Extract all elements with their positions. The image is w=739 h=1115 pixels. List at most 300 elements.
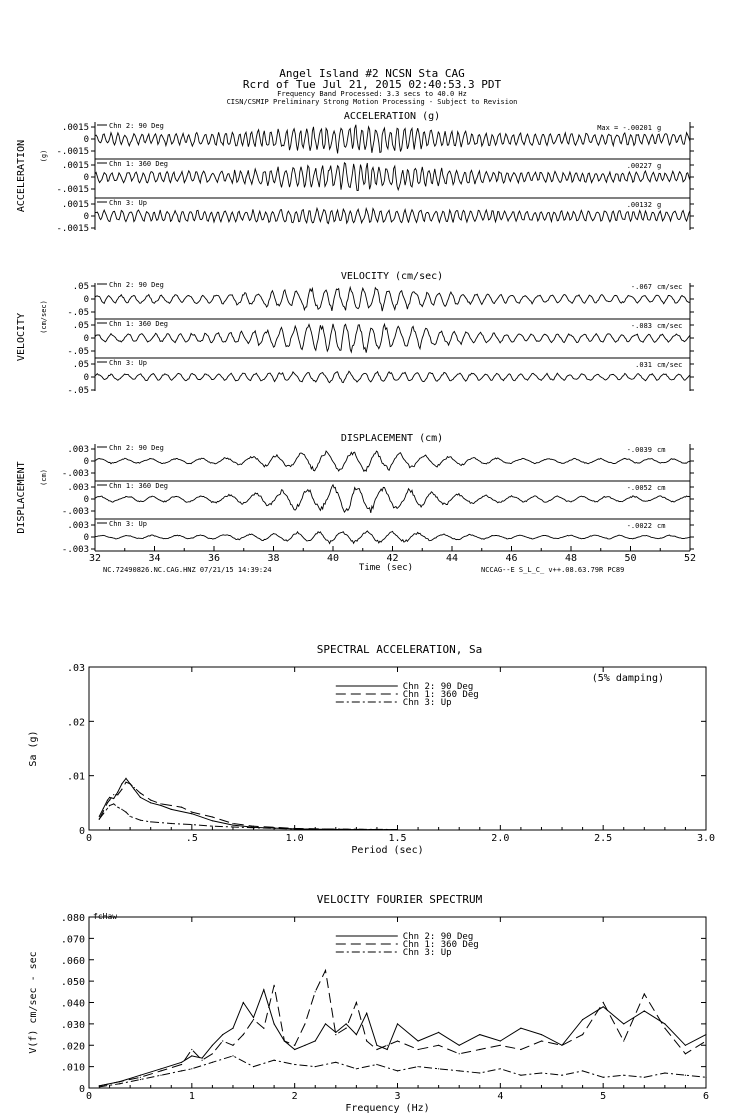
channel-name: Chn 1: 360 Deg <box>109 160 169 168</box>
processing-note: CISN/CSMIP Preliminary Strong Motion Processing - Subject to Revision <box>226 98 518 106</box>
series-point <box>243 1034 244 1035</box>
series-group-1 <box>16 271 694 396</box>
channel-max-value <box>627 201 652 209</box>
series-point <box>479 1034 480 1035</box>
series-point <box>541 1034 542 1035</box>
series-point <box>103 813 104 814</box>
channel-row <box>56 159 694 195</box>
series-line-2 <box>99 804 397 830</box>
y-tick-label: .010 <box>60 1062 85 1074</box>
time-tick-label: 44 <box>445 553 459 564</box>
series-point <box>181 1070 182 1071</box>
y-tick-label: 0 <box>83 373 89 383</box>
series-point <box>181 1062 182 1063</box>
series-point <box>541 1072 542 1073</box>
y-tick-label: -.05 <box>67 308 89 318</box>
series-point <box>202 1060 203 1061</box>
series-point <box>103 810 104 811</box>
group-title: VELOCITY (cm/sec) <box>340 271 444 282</box>
series-point <box>366 1013 367 1014</box>
time-axis-label: Time (sec) <box>358 563 414 573</box>
series-point <box>134 789 135 790</box>
series-point <box>263 989 264 990</box>
footer-left: NC.72490826.NC.CAG.HNZ 07/21/15 14:39:24 <box>103 566 272 574</box>
series-point <box>103 808 104 809</box>
series-point <box>582 1034 583 1035</box>
series-point <box>376 1049 377 1050</box>
series-point <box>438 1045 439 1046</box>
series-point <box>284 1040 285 1041</box>
channel-row <box>56 198 694 234</box>
series-point <box>232 1055 233 1056</box>
series-point <box>232 1028 233 1029</box>
series-point <box>117 791 118 792</box>
x-tick-label: 2.5 <box>594 833 613 844</box>
series-point <box>685 1053 686 1054</box>
series-point <box>397 1070 398 1071</box>
channel-trace <box>95 163 690 191</box>
series-point <box>160 1070 161 1071</box>
channel-max-value <box>631 283 652 291</box>
group-title: DISPLACEMENT (cm) <box>340 433 444 444</box>
y-tick-label: -.05 <box>67 386 89 396</box>
series-point <box>222 1040 223 1041</box>
x-axis-label: Frequency (Hz) <box>345 1103 430 1114</box>
series-point <box>140 1079 141 1080</box>
y-tick-label: -.0015 <box>56 224 89 234</box>
series-point <box>356 1068 357 1069</box>
time-tick-label: 36 <box>207 553 221 564</box>
x-tick-label: 3 <box>394 1091 401 1102</box>
series-point <box>294 1064 295 1065</box>
series-point <box>202 1058 203 1059</box>
y-tick-label: .05 <box>72 282 89 292</box>
series-point <box>479 1072 480 1073</box>
series-point <box>99 816 100 817</box>
x-axis-label: Period (sec) <box>351 845 424 856</box>
series-point <box>109 797 110 798</box>
series-point <box>253 1019 254 1020</box>
series-point <box>294 828 295 829</box>
channel-max-unit: cm/sec <box>657 283 683 291</box>
x-tick-label: 1.5 <box>388 833 407 844</box>
series-point <box>121 789 122 790</box>
series-point <box>134 787 135 788</box>
series-point <box>212 1053 213 1054</box>
y-tick-label: .050 <box>60 977 85 989</box>
channel-row <box>62 481 694 517</box>
series-point <box>113 803 114 804</box>
series-point <box>107 800 108 801</box>
series-point <box>356 1002 357 1003</box>
series-point <box>685 1075 686 1076</box>
series-point <box>664 1023 665 1024</box>
series-point <box>582 1070 583 1071</box>
series-point <box>520 1028 521 1029</box>
time-tick-label: 32 <box>88 553 102 564</box>
y-tick-label: .0015 <box>61 123 89 133</box>
chart-title: VELOCITY FOURIER SPECTRUM <box>316 893 483 906</box>
channel-name: Chn 3: Up <box>109 199 147 207</box>
series-point <box>304 1045 305 1046</box>
channel-trace <box>95 451 690 471</box>
series-point <box>191 812 192 813</box>
series-point <box>304 1023 305 1024</box>
series-point <box>397 1023 398 1024</box>
channel-row <box>67 358 694 396</box>
series-point <box>160 1075 161 1076</box>
channel-max-value <box>627 446 652 454</box>
time-tick-label: 46 <box>505 553 518 564</box>
time-tick-label: 38 <box>267 553 280 564</box>
series-point <box>140 820 141 821</box>
series-point <box>500 1040 501 1041</box>
series-point <box>438 1068 439 1069</box>
y-tick-label: -.003 <box>61 469 89 479</box>
series-point <box>125 778 126 779</box>
series-point <box>140 1077 141 1078</box>
series-point <box>294 1049 295 1050</box>
series-point <box>664 1072 665 1073</box>
report-header <box>227 67 518 106</box>
time-tick-label: 42 <box>386 553 399 564</box>
x-tick-label: 2.0 <box>491 833 510 844</box>
y-tick-label: 0 <box>78 1084 85 1095</box>
series-point <box>150 802 151 803</box>
series-point <box>117 794 118 795</box>
series-point <box>130 783 131 784</box>
legend-entry: Chn 3: Up <box>402 698 452 708</box>
series-point <box>191 1068 192 1069</box>
y-tick-label: .02 <box>66 717 85 729</box>
plot-frame <box>89 667 706 830</box>
y-tick-label: .01 <box>66 771 85 783</box>
channel-trace <box>95 208 690 223</box>
series-line-2 <box>99 1056 706 1087</box>
y-axis-label: V(f) cm/sec - sec <box>28 951 39 1054</box>
series-point <box>500 1045 501 1046</box>
series-point <box>561 1045 562 1046</box>
corner-label: fcHaw <box>93 912 118 921</box>
series-point <box>140 793 141 794</box>
series-point <box>376 1064 377 1065</box>
series-point <box>191 813 192 814</box>
series-point <box>664 1028 665 1029</box>
series-point <box>479 1049 480 1050</box>
channel-name: Chn 2: 90 Deg <box>109 444 164 452</box>
channel-name: Chn 3: Up <box>109 359 147 367</box>
y-tick-label: -.003 <box>61 545 89 555</box>
series-point <box>582 1019 583 1020</box>
series-point <box>335 829 336 830</box>
series-point <box>294 1045 295 1046</box>
series-point <box>418 1066 419 1067</box>
series-point <box>253 1017 254 1018</box>
y-tick-label: .030 <box>60 1019 85 1031</box>
channel-trace <box>95 371 690 383</box>
chart-title: SPECTRAL ACCELERATION, Sa <box>316 643 483 656</box>
record-time: Rcrd of Tue Jul 21, 2015 02:40:53.3 PDT <box>242 78 502 91</box>
channel-max-unit: cm <box>657 484 666 492</box>
series-point <box>603 1006 604 1007</box>
station-title: Angel Island #2 NCSN Sta CAG <box>279 67 465 80</box>
channel-row <box>67 281 694 318</box>
series-point <box>99 1086 100 1087</box>
y-tick-label: 0 <box>83 457 89 467</box>
y-tick-label: 0 <box>78 826 85 837</box>
y-tick-label: .020 <box>60 1041 85 1053</box>
series-point <box>541 1040 542 1041</box>
y-tick-label: 0 <box>83 295 89 305</box>
y-tick-label: .080 <box>60 913 85 924</box>
x-tick-label: 1 <box>188 1091 195 1102</box>
series-point <box>212 826 213 827</box>
series-point <box>459 1045 460 1046</box>
series-point <box>315 991 316 992</box>
series-point <box>191 1049 192 1050</box>
y-tick-label: 0 <box>83 495 89 505</box>
time-tick-label: 48 <box>564 553 578 564</box>
x-tick-label: 4 <box>497 1091 504 1102</box>
channel-row <box>62 444 694 479</box>
max-number: -.0022 <box>626 522 652 530</box>
max-number: .00227 <box>626 162 652 170</box>
series-point <box>500 1068 501 1069</box>
max-number: -.0039 <box>626 446 652 454</box>
group-side-label: ACCELERATION <box>16 139 27 213</box>
series-point <box>121 783 122 784</box>
max-number: -.00201 <box>622 124 652 132</box>
series-point <box>160 803 161 804</box>
y-tick-label: .040 <box>60 998 85 1010</box>
series-point <box>140 797 141 798</box>
damping-annotation: (5% damping) <box>591 673 664 684</box>
series-point <box>346 1028 347 1029</box>
series-point <box>335 1034 336 1035</box>
series-point <box>459 1053 460 1054</box>
series-point <box>171 805 172 806</box>
series-point <box>418 1040 419 1041</box>
channel-max-unit: g <box>657 124 662 132</box>
series-point <box>315 1066 316 1067</box>
series-point <box>397 1040 398 1041</box>
series-point <box>253 1066 254 1067</box>
series-point <box>222 1034 223 1035</box>
series-point <box>160 805 161 806</box>
series-point <box>644 1077 645 1078</box>
series-point <box>119 1083 120 1084</box>
x-tick-label: 3.0 <box>696 833 716 844</box>
series-point <box>140 1075 141 1076</box>
series-point <box>366 1040 367 1041</box>
y-axis-label: Sa (g) <box>28 730 39 767</box>
series-point <box>685 1045 686 1046</box>
time-tick-label: 40 <box>326 553 340 564</box>
channel-row <box>56 122 694 157</box>
max-number: .031 <box>635 361 652 369</box>
group-unit-label: (cm) <box>40 469 48 486</box>
channel-max-unit: cm/sec <box>657 322 683 330</box>
group-side-label: DISPLACEMENT <box>16 461 27 534</box>
series-point <box>212 816 213 817</box>
y-tick-label: .070 <box>60 934 85 946</box>
series-point <box>109 800 110 801</box>
series-point <box>232 823 233 824</box>
channel-name: Chn 1: 360 Deg <box>109 482 169 490</box>
channel-name: Chn 2: 90 Deg <box>109 281 164 289</box>
channel-name: Chn 3: Up <box>109 520 147 528</box>
series-point <box>232 1045 233 1046</box>
series-point <box>253 826 254 827</box>
series-point <box>603 1077 604 1078</box>
series-point <box>171 823 172 824</box>
footer-right: NCCAG--E S_L_C_ v++.08.63.79R PC89 <box>481 566 625 574</box>
series-point <box>191 824 192 825</box>
series-point <box>107 808 108 809</box>
series-point <box>107 802 108 803</box>
channel-max-unit: g <box>657 201 662 209</box>
series-point <box>212 1062 213 1063</box>
series-point <box>623 1075 624 1076</box>
series-point <box>335 1062 336 1063</box>
spectral-acceleration-chart <box>28 643 715 856</box>
y-tick-label: 0 <box>83 173 89 183</box>
series-point <box>705 1040 706 1041</box>
series-point <box>325 970 326 971</box>
legend-entry: Chn 3: Up <box>402 948 452 958</box>
series-point <box>150 821 151 822</box>
series-point <box>274 1023 275 1024</box>
series-line-0 <box>99 990 706 1086</box>
series-point <box>121 809 122 810</box>
channel-name: Chn 2: 90 Deg <box>109 122 164 130</box>
y-tick-label: .003 <box>67 483 89 493</box>
max-number: -.083 <box>630 322 652 330</box>
channel-trace <box>95 485 690 513</box>
series-point <box>263 1028 264 1029</box>
channel-max-unit: cm <box>657 522 666 530</box>
x-tick-label: .5 <box>185 833 198 844</box>
x-tick-label: 1.0 <box>285 833 304 844</box>
series-point <box>561 1075 562 1076</box>
series-group-2 <box>16 433 694 555</box>
series-point <box>459 1070 460 1071</box>
series-point <box>181 807 182 808</box>
series-point <box>274 985 275 986</box>
series-point <box>315 1040 316 1041</box>
y-tick-label: -.05 <box>67 347 89 357</box>
series-point <box>623 1023 624 1024</box>
channel-max-value <box>635 361 652 369</box>
series-point <box>325 1023 326 1024</box>
series-point <box>130 816 131 817</box>
series-point <box>212 820 213 821</box>
channel-trace <box>95 531 690 544</box>
y-tick-label: .060 <box>60 955 85 967</box>
series-point <box>418 1049 419 1050</box>
channel-max-value <box>631 322 652 330</box>
channel-max-unit: g <box>657 162 662 170</box>
series-point <box>181 1064 182 1065</box>
y-tick-label: .0015 <box>61 200 89 210</box>
group-unit-label: (cm/sec) <box>40 300 48 334</box>
x-tick-label: 2 <box>291 1091 298 1102</box>
series-point <box>119 1081 120 1082</box>
series-point <box>232 825 233 826</box>
channel-max-unit: cm <box>657 446 666 454</box>
series-point <box>387 1045 388 1046</box>
y-tick-label: 0 <box>83 212 89 222</box>
series-point <box>644 1010 645 1011</box>
series-point <box>397 829 398 830</box>
series-point <box>253 827 254 828</box>
y-tick-label: -.003 <box>61 507 89 517</box>
series-point <box>520 1049 521 1050</box>
time-tick-label: 34 <box>148 553 161 564</box>
series-point <box>520 1075 521 1076</box>
series-point <box>346 1023 347 1024</box>
series-point <box>160 1068 161 1069</box>
y-tick-label: -.0015 <box>56 147 89 157</box>
x-tick-label: 0 <box>85 833 93 844</box>
time-axis <box>89 546 696 574</box>
max-number: -.0052 <box>626 484 652 492</box>
series-point <box>125 782 126 783</box>
channel-row <box>62 519 694 555</box>
max-number: .00132 <box>626 201 652 209</box>
x-tick-label: 5 <box>600 1091 607 1102</box>
legend-entry: Chn 2: 90 Deg <box>402 932 474 942</box>
y-tick-label: 0 <box>83 533 89 543</box>
series-group-0 <box>16 111 694 234</box>
series-point <box>99 819 100 820</box>
series-point <box>705 1034 706 1035</box>
series-point <box>705 1077 706 1078</box>
series-point <box>644 993 645 994</box>
series-point <box>117 807 118 808</box>
channel-max-value <box>597 124 652 132</box>
channel-name: Chn 1: 360 Deg <box>109 320 169 328</box>
time-tick-label: 52 <box>683 553 697 564</box>
series-point <box>376 1045 377 1046</box>
series-point <box>191 1055 192 1056</box>
channel-max-value <box>627 484 652 492</box>
series-point <box>150 800 151 801</box>
channel-max-value <box>627 162 652 170</box>
y-tick-label: .003 <box>67 445 89 455</box>
group-unit-label: (g) <box>40 149 48 163</box>
series-point <box>212 1045 213 1046</box>
series-point <box>387 1049 388 1050</box>
series-point <box>603 1002 604 1003</box>
series-point <box>438 1032 439 1033</box>
y-tick-label: 0 <box>83 334 89 344</box>
channel-trace <box>95 324 690 353</box>
y-tick-label: .05 <box>72 360 89 370</box>
max-prefix: Max = <box>597 124 623 132</box>
time-series-panel <box>16 111 696 574</box>
channel-trace <box>95 287 690 311</box>
x-tick-label: 0 <box>85 1091 93 1102</box>
group-title: ACCELERATION (g) <box>343 111 441 122</box>
y-tick-label: .003 <box>67 521 89 531</box>
series-point <box>125 812 126 813</box>
series-point <box>274 1060 275 1061</box>
velocity-fourier-spectrum-chart <box>28 893 709 1114</box>
channel-max-value <box>627 522 652 530</box>
series-point <box>623 1040 624 1041</box>
legend-entry: Chn 1: 360 Deg <box>402 690 479 700</box>
